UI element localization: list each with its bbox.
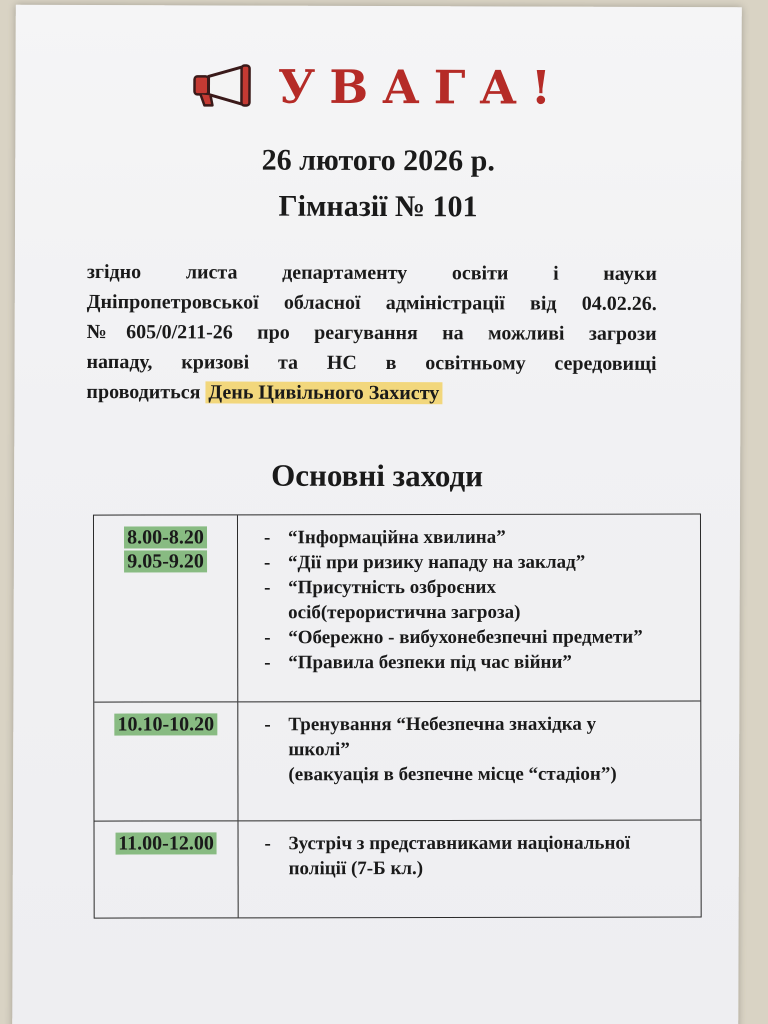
intro-line: Дніпропетровської обласної адміністрації від 04.02.26. (86, 290, 657, 315)
event-item (264, 625, 692, 651)
list-dash: - (264, 833, 271, 855)
list-dash: - (264, 552, 271, 574)
list-dash: - (264, 714, 271, 736)
list-dash: - (264, 652, 271, 674)
events-cell (238, 702, 700, 821)
table-row (94, 701, 700, 821)
event-text: “Правила безпеки під час війни” (288, 651, 572, 674)
intro-line: згідно листа департаменту освіти і науки (86, 260, 657, 285)
time-label: 8.00-8.20 (124, 526, 207, 548)
event-item (264, 550, 692, 576)
event-item (265, 831, 693, 882)
event-item (264, 712, 692, 788)
event-date: 26 лютого 2026 р. (261, 143, 495, 178)
intro-last-line (86, 377, 656, 409)
event-item (264, 525, 692, 551)
megaphone-icon (192, 63, 256, 109)
time-label: 10.10-10.20 (114, 713, 217, 735)
event-item (264, 650, 692, 676)
event-text: поліції (7-Б кл.) (288, 858, 424, 880)
event-text: Зустріч з представниками національної (288, 832, 631, 855)
event-text: “Присутність озброєних (288, 576, 497, 599)
event-text: осіб(терористична загроза) (288, 601, 521, 624)
event-text: “Обережно - вибухонебезпечні предмети” (288, 626, 643, 649)
events-cell (238, 515, 700, 702)
list-dash: - (264, 577, 271, 599)
intro-line: №605/0/211-26 про реагування на можливі загрози (86, 320, 657, 345)
event-item (264, 575, 692, 626)
time-cell (94, 515, 238, 701)
section-title: Основні заходи (271, 457, 484, 494)
event-text: Тренування “Небезпечна знахідка у (288, 713, 597, 736)
schedule-table (93, 514, 702, 919)
notice-header (15, 57, 741, 118)
list-dash: - (264, 627, 271, 649)
table-row (95, 820, 701, 918)
time-cell (94, 702, 238, 820)
time-cell (95, 821, 239, 917)
event-text: школі” (288, 739, 350, 761)
civil-defense-day-highlight: День Цивільного Захисту (205, 381, 442, 404)
event-text: (евакуація в безпечне місце “стадіон”) (288, 763, 617, 786)
notice-sheet (12, 5, 742, 1024)
intro-prefix: проводиться (86, 380, 201, 404)
time-label: 9.05-9.20 (124, 550, 207, 572)
intro-line: нападу, кризові та НС в освітньому середовищі (86, 350, 657, 375)
event-text: “Інформаційна хвилина” (287, 526, 506, 549)
event-text: “Дії при ризику нападу на заклад” (288, 551, 586, 574)
table-row (94, 515, 700, 702)
events-cell (239, 821, 701, 918)
school-name: Гімназії № 101 (278, 189, 478, 224)
alert-title: УВАГА! (277, 59, 566, 115)
time-label: 11.00-12.00 (115, 832, 217, 854)
intro-paragraph (86, 257, 657, 409)
list-dash: - (263, 527, 271, 549)
